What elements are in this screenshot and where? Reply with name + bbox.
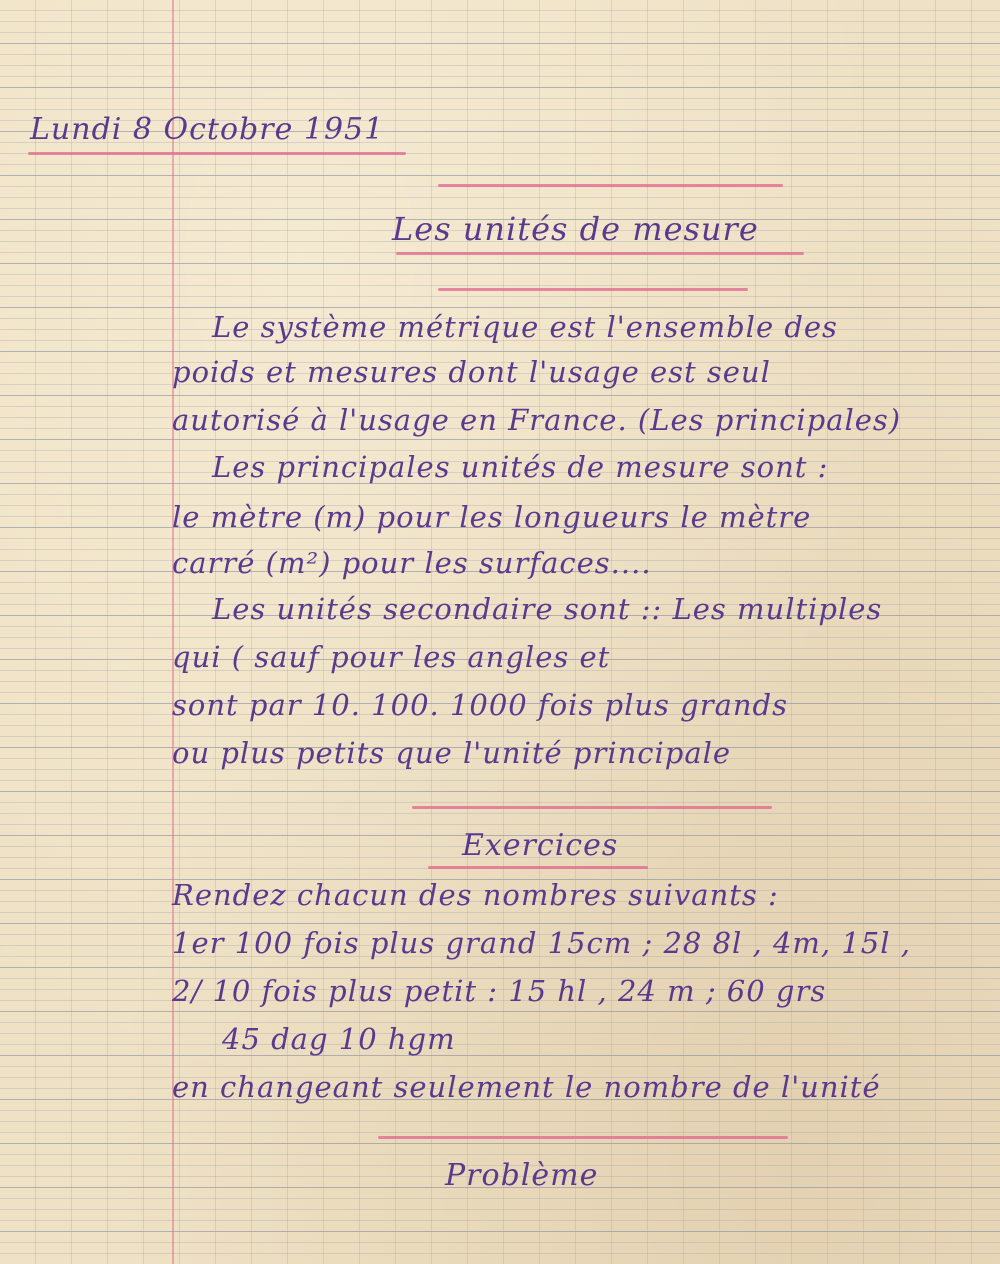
exercise-line: 45 dag 10 hgm bbox=[222, 1022, 456, 1056]
lesson-line: qui ( sauf pour les angles et bbox=[172, 640, 611, 674]
lesson-title: Les unités de mesure bbox=[392, 210, 759, 248]
lesson-line: carré (m²) pour les surfaces.... bbox=[172, 546, 652, 580]
exercises-underline bbox=[428, 866, 648, 869]
title-rule-bottom bbox=[438, 288, 748, 291]
lesson-line: ou plus petits que l'unité principale bbox=[172, 736, 732, 770]
exercises-title: Exercices bbox=[462, 828, 619, 863]
lesson-line: Les unités secondaire sont :: Les multiples bbox=[212, 592, 883, 626]
title-underline bbox=[396, 252, 804, 255]
lesson-line: Les principales unités de mesure sont : bbox=[212, 450, 829, 484]
lesson-date: Lundi 8 Octobre 1951 bbox=[30, 112, 385, 147]
lesson-line: sont par 10. 100. 1000 fois plus grands bbox=[172, 688, 788, 722]
lesson-line: Le système métrique est l'ensemble des bbox=[212, 310, 838, 344]
lesson-line: poids et mesures dont l'usage est seul bbox=[172, 355, 771, 389]
exercise-line: 1er 100 fois plus grand 15cm ; 28 8l , 4m, 15l , bbox=[172, 926, 911, 960]
date-underline bbox=[28, 152, 406, 155]
exercise-line: en changeant seulement le nombre de l'unité bbox=[172, 1070, 881, 1104]
exercises-rule-top bbox=[412, 806, 772, 809]
exercise-line: Rendez chacun des nombres suivants : bbox=[172, 878, 779, 912]
lesson-line: le mètre (m) pour les longueurs le mètre bbox=[172, 500, 812, 534]
lesson-line: autorisé à l'usage en France. (Les principales) bbox=[172, 403, 902, 437]
problem-title: Problème bbox=[445, 1158, 599, 1193]
exercise-line: 2/ 10 fois plus petit : 15 hl , 24 m ; 60 grs bbox=[172, 974, 827, 1008]
title-rule-top bbox=[438, 184, 783, 187]
problem-rule-top bbox=[378, 1136, 788, 1139]
